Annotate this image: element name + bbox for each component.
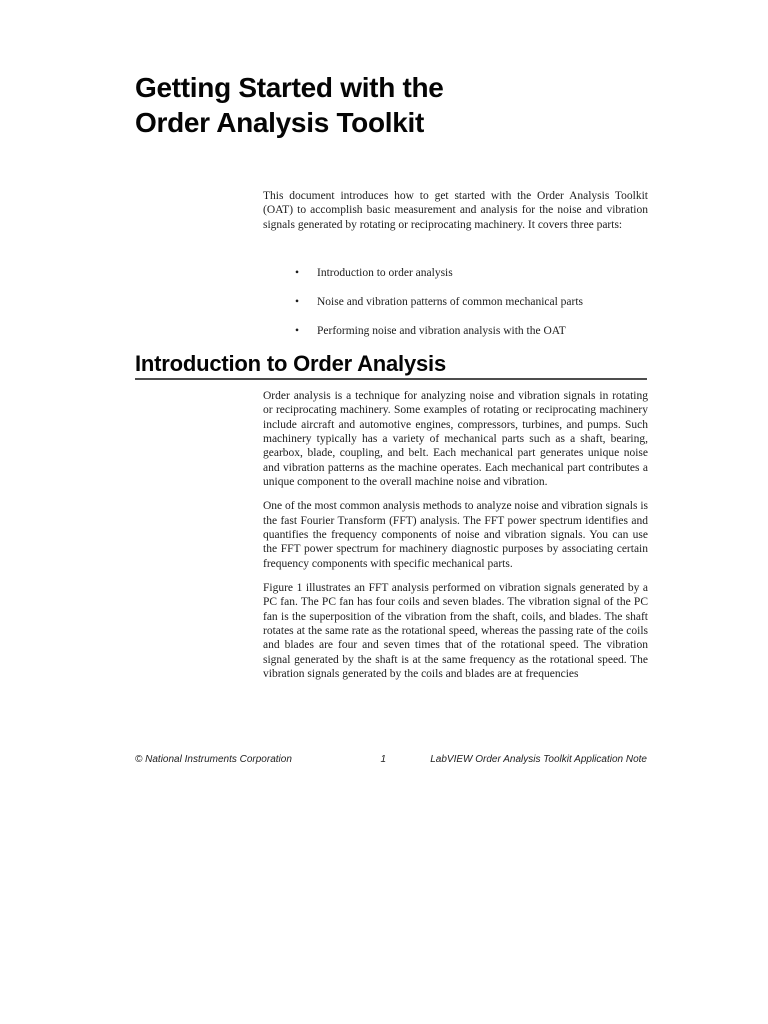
section-body — [263, 389, 648, 691]
bullet-icon: • — [295, 295, 300, 308]
body-paragraph-3: Figure 1 illustrates an FFT analysis performed on vibration signals generated by a PC fan. The PC fan has four coils and seven blades. The vibration signal of the PC fan is the superposition of the vibration from the shaft, coils, and blades. The shaft rotates at the same rate as the rotational speed, whereas the passing rate of the coils and blades are four and seven times that of the rotational speed. The vibration signal generated by the shaft is at the same frequency as the rotational speed. The vibration signals generated by the coils and blades are at frequencies — [263, 581, 648, 680]
body-paragraph-1: Order analysis is a technique for analyzing noise and vibration signals in rotating or reciprocating machinery. Some examples of rotating or reciprocating machinery include aircraft and automotive engines, compressors, turbines, and pumps. Such machinery typically has a variety of mechanical parts such as a shaft, bearing, gearbox, blade, coupling, and belt. Each mechanical part generates unique noise and vibration patterns as the machine operates. Each mechanical part contributes a unique component to the overall machine noise and vibration. — [263, 390, 648, 488]
bullet-icon: • — [295, 267, 300, 279]
bullet-item-label: Noise and vibration patterns of common mechanical parts — [317, 295, 584, 308]
bullet-item-noise-vibration-patterns — [295, 295, 645, 309]
bullet-item-intro-to-order-analysis — [295, 266, 645, 280]
intro-paragraph: This document introduces how to get started with the Order Analysis Toolkit (OAT) to accomplish basic measurement and analysis for the noise and vibration signals generated by rotating or reciprocating machinery. It covers three parts: — [263, 190, 648, 231]
bullet-item-performing-analysis-oat — [295, 324, 645, 338]
body-paragraph-2: One of the most common analysis methods to analyze noise and vibration signals is the fast Fourier Transform (FFT) analysis. The FFT power spectrum identifies and quantifies the frequency components of noise and vibration signals. You can use the FFT power spectrum for machinery diagnostic purposes by associating certain frequency components with specific mechanical parts. — [263, 500, 648, 570]
page-footer — [135, 754, 647, 768]
footer-page-number: 1 — [380, 754, 387, 765]
document-title — [135, 70, 444, 140]
document-title-line-1: Getting Started with the — [135, 72, 444, 103]
footer-doc-title: LabVIEW Order Analysis Toolkit Application Note — [430, 754, 647, 765]
topics-bullet-list — [295, 266, 645, 353]
bullet-icon: • — [295, 324, 300, 337]
section-heading-rule — [135, 378, 647, 380]
bullet-item-label: Introduction to order analysis — [317, 267, 453, 279]
bullet-item-label: Performing noise and vibration analysis with the OAT — [317, 324, 566, 337]
footer-copyright: © National Instruments Corporation — [135, 754, 292, 765]
section-heading-introduction-to-order-analysis: Introduction to Order Analysis — [135, 351, 446, 376]
document-title-line-2: Order Analysis Toolkit — [135, 107, 425, 138]
